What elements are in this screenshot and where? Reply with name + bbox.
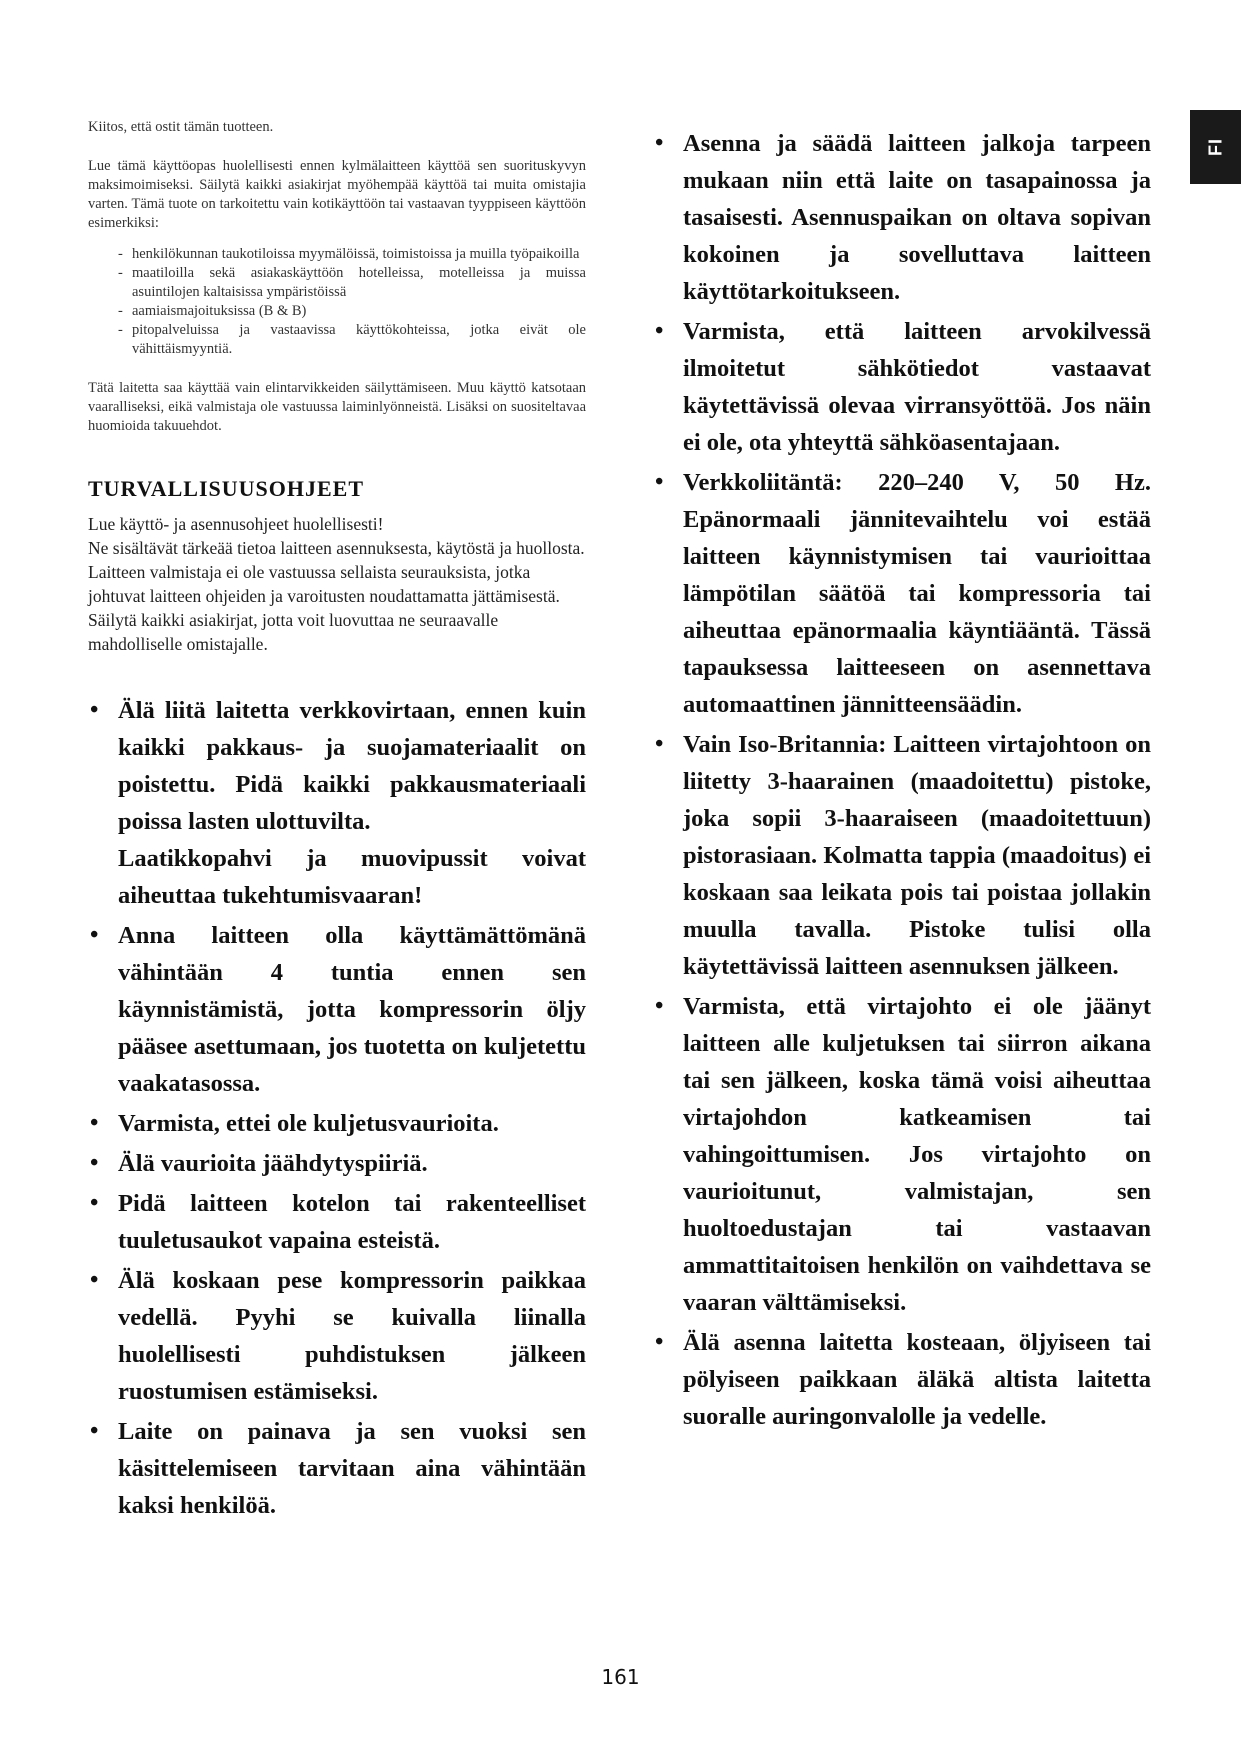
- usage-item: - maatiloilla sekä asiakaskäyttöön hotelleissa, motelleissa ja muissa asuintilojen kaltaisissa ympäristöissä: [118, 264, 586, 302]
- intro-text: Lue tämä käyttöopas huolellisesti ennen kylmälaitteen käyttöä sen suorituskyvyn maksimoimiseksi. Säilytä kaikki asiakirjat myöhempää käyttöä tai muita omistajia varten. Tämä tuote on tarkoitettu vain kotikäyttöön tai vastaavan tyyppiseen käyttöön esimerkiksi:: [88, 158, 586, 231]
- page-number: 161: [601, 1665, 640, 1689]
- safety-intro-line: Laitteen valmistaja ei ole vastuussa sellaista seurauksista, jotka johtuvat laitteen ohjeiden ja varoitusten noudattamatta jättämisestä.: [88, 562, 560, 606]
- safety-intro-line: Säilytä kaikki asiakirjat, jotta voit luovuttaa ne seuraavalle mahdolliselle omistajalle.: [88, 610, 499, 654]
- language-tab: [1190, 110, 1241, 184]
- safety-bullet-text: Älä liitä laitetta verkkovirtaan, ennen kuin kaikki pakkaus- ja suojamateriaalit on poistettu. Pidä kaikki pakkausmateriaali poissa lasten ulottuvilta.: [118, 697, 586, 835]
- safety-bullet: • Vain Iso-Britannia: Laitteen virtajohtoon on liitetty 3-haarainen (maadoitettu) pistoke, joka sopii 3-haaraiseen (maadoitettuun) pistorasiaan. Kolmatta tappia (maadoitus) ei koskaan saa leikata pois tai poistaa jollakin muulla tavalla. Pistoke tulisi olla käytettävissä laitteen asennuksen jälkeen.: [653, 726, 1151, 985]
- safety-bullet: • Älä koskaan pese kompressorin paikkaa vedellä. Pyyhi se kuivalla liinalla huolellisesti puhdistuksen jälkeen ruostumisen estämiseksi.: [88, 1262, 586, 1410]
- safety-bullet: • Älä vaurioita jäähdytyspiiriä.: [88, 1145, 586, 1182]
- storage-note: Tätä laitetta saa käyttää vain elintarvikkeiden säilyttämiseen. Muu käyttö katsotaan vaaralliseksi, eikä valmistaja ole vastuussa laiminlyönneistä. Lisäksi on suositeltavaa huomioida takuuehdot.: [88, 380, 586, 434]
- left-safety-list: [88, 692, 586, 1524]
- safety-bullet: • Älä asenna laitetta kosteaan, öljyiseen tai pölyiseen paikkaan äläkä altista laitetta suoralle auringonvalolle ja vedelle.: [653, 1324, 1151, 1435]
- safety-intro-line: Ne sisältävät tärkeää tietoa laitteen asennuksesta, käytöstä ja huollosta.: [88, 538, 585, 558]
- safety-bullet: • Pidä laitteen kotelon tai rakenteelliset tuuletusaukot vapaina esteistä.: [88, 1185, 586, 1259]
- safety-bullet-text: Laatikkopahvi ja muovipussit voivat aiheuttaa tukehtumisvaaran!: [118, 845, 586, 909]
- right-column: [653, 125, 1151, 1438]
- thanks-text: Kiitos, että ostit tämän tuotteen.: [88, 119, 274, 135]
- safety-bullet: • Verkkoliitäntä: 220–240 V, 50 Hz. Epänormaali jännitevaihtelu voi estää laitteen käynnistymisen tai vaurioittaa lämpötilan säätöä tai kompressoria tai aiheuttaa epänormaalia käyntiääntä. Tässä tapauksessa laitteeseen on asennettava automaattinen jännitteensäädin.: [653, 464, 1151, 723]
- usage-item: - pitopalveluissa ja vastaavissa käyttökohteissa, jotka eivät ole vähittäismyyntiä.: [118, 321, 586, 359]
- usage-item: - aamiaismajoituksissa (B & B): [118, 302, 586, 321]
- usage-list: [88, 245, 586, 359]
- safety-bullet: • Laite on painava ja sen vuoksi sen käsittelemiseen tarvitaan aina vähintään kaksi henkilöä.: [88, 1413, 586, 1524]
- usage-item: - henkilökunnan taukotiloissa myymälöissä, toimistoissa ja muilla työpaikoilla: [118, 245, 586, 264]
- safety-intro-line: Lue käyttö- ja asennusohjeet huolellisesti!: [88, 514, 384, 534]
- safety-bullet: • Varmista, ettei ole kuljetusvaurioita.: [88, 1105, 586, 1142]
- safety-bullet: [88, 692, 586, 914]
- safety-bullet: • Asenna ja säädä laitteen jalkoja tarpeen mukaan niin että laite on tasapainossa ja tasaisesti. Asennuspaikan on oltava sopivan kokoinen ja sovelluttava laitteen käyttötarkoitukseen.: [653, 125, 1151, 310]
- safety-bullet: • Varmista, että laitteen arvokilvessä ilmoitetut sähkötiedot vastaavat käytettävissä olevaa virransyöttöä. Jos näin ei ole, ota yhteyttä sähköasentajaan.: [653, 313, 1151, 461]
- safety-bullet: • Varmista, että virtajohto ei ole jäänyt laitteen alle kuljetuksen tai siirron aikana tai sen jälkeen, koska tämä voisi aiheuttaa virtajohdon katkeamisen tai vahingoittumisen. Jos virtajohto on vaurioitunut, valmistajan, sen huoltoedustajan tai vastaavan ammattitaitoisen henkilön on vaihdettava se vaaran välttämiseksi.: [653, 988, 1151, 1321]
- language-tab-label: FI: [1205, 138, 1225, 156]
- safety-heading: TURVALLISUUSOHJEET: [88, 476, 365, 501]
- safety-bullet: • Anna laitteen olla käyttämättömänä vähintään 4 tuntia ennen sen käynnistämistä, jotta kompressorin öljy pääsee asettumaan, jos tuotetta on kuljetettu vaakatasossa.: [88, 917, 586, 1102]
- left-column: [88, 118, 586, 1527]
- right-safety-list: [653, 125, 1151, 1435]
